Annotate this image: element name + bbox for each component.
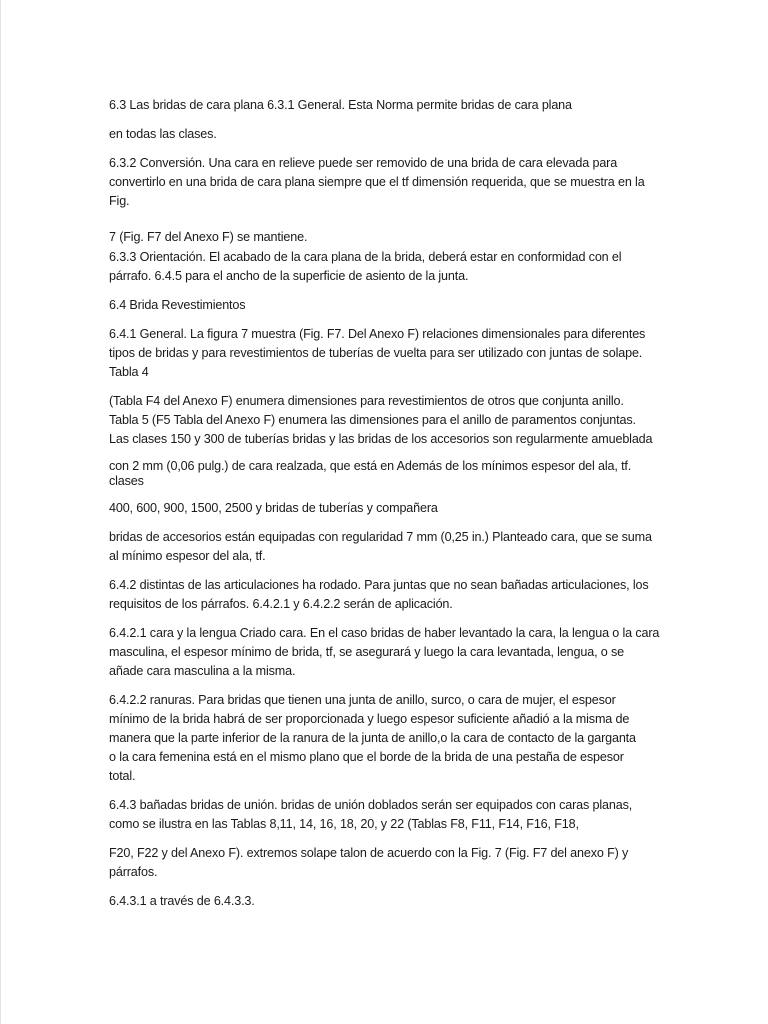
paragraph-6-3-3 (109, 248, 669, 286)
text-line: 6.4.2.1 cara y la lengua Criado cara. En el caso bridas de haber levantado la cara, la lengua o la cara (109, 626, 660, 640)
paragraph-fig-7 (109, 228, 669, 247)
text-line: como se ilustra en las Tablas 8,11, 14, 16, 18, 20, y 22 (Tablas F8, F11, F14, F16, F18, (109, 817, 579, 831)
text-line: convertirlo en una brida de cara plana siempre que el tf dimensión requerida, que se muestra en la (109, 175, 645, 189)
text-line: F20, F22 y del Anexo F). extremos solape talon de acuerdo con la Fig. 7 (Fig. F7 del anexo F) y (109, 846, 629, 860)
text-line: o la cara femenina está en el mismo plano que el borde de la brida de una pestaña de espesor (109, 750, 624, 764)
paragraph-clases (109, 499, 669, 518)
paragraph-6-4-3-1 (109, 892, 669, 911)
paragraph-bridas-accesorios (109, 528, 669, 566)
text-line: (Tabla F4 del Anexo F) enumera dimensiones para revestimientos de otros que conjunta anillo. (109, 394, 624, 408)
text-line: manera que la parte inferior de la ranura de la junta de anillo,o la cara de contacto de la garganta (109, 731, 636, 745)
text-line: párrafos. (109, 865, 158, 879)
text-line: 6.4.3.1 a través de 6.4.3.3. (109, 894, 255, 908)
text-line: Las clases 150 y 300 de tuberías bridas y las bridas de los accesorios son regularmente amueblada (109, 432, 653, 446)
text-line: 6.3 Las bridas de cara plana 6.3.1 General. Esta Norma permite bridas de cara plana (109, 98, 572, 112)
text-line: con 2 mm (0,06 pulg.) de cara realzada, que está en Además de los mínimos espesor del ala, tf. (109, 459, 632, 473)
text-line: 400, 600, 900, 1500, 2500 y bridas de tuberías y compañera (109, 501, 438, 515)
paragraph-6-3-1 (109, 96, 669, 115)
text-line: requisitos de los párrafos. 6.4.2.1 y 6.4.2.2 serán de aplicación. (109, 597, 453, 611)
text-line: en todas las clases. (109, 127, 217, 141)
text-line: clases (109, 474, 144, 488)
text-line: 6.4.2 distintas de las articulaciones ha rodado. Para juntas que no sean bañadas articulaciones, los (109, 578, 649, 592)
paragraph-cara-realzada (109, 459, 669, 489)
text-line: Fig. (109, 194, 130, 208)
text-line: Tabla 4 (109, 365, 149, 379)
text-line: masculina, el espesor mínimo de brida, tf, se asegurará y luego la cara levantada, lengua, o se (109, 645, 624, 659)
paragraph-6-4-2 (109, 576, 669, 614)
paragraph-f20-f22 (109, 844, 669, 882)
text-line: 6.3.2 Conversión. Una cara en relieve puede ser removido de una brida de cara elevada para (109, 156, 618, 170)
section-heading-6-4 (109, 296, 669, 315)
text-line: 7 (Fig. F7 del Anexo F) se mantiene. (109, 230, 308, 244)
text-line: Tabla 5 (F5 Tabla del Anexo F) enumera las dimensiones para el anillo de paramentos conjuntas. (109, 413, 636, 427)
paragraph-6-3-2 (109, 154, 669, 211)
text-line: mínimo de la brida habrá de ser proporcionada y luego espesor suficiente añadió a la misma de (109, 712, 630, 726)
paragraph-6-4-2-1 (109, 624, 669, 681)
paragraph-tabla-f4 (109, 392, 669, 449)
text-line: 6.4.3 bañadas bridas de unión. bridas de unión doblados serán ser equipados con caras planas, (109, 798, 633, 812)
paragraph-6-4-3 (109, 796, 669, 834)
text-line: 6.3.3 Orientación. El acabado de la cara plana de la brida, deberá estar en conformidad con el (109, 250, 622, 264)
text-line: 6.4 Brida Revestimientos (109, 298, 246, 312)
document-body (109, 96, 669, 921)
text-line: bridas de accesorios están equipadas con regularidad 7 mm (0,25 in.) Planteado cara, que se suma (109, 530, 652, 544)
text-line: 6.4.2.2 ranuras. Para bridas que tienen una junta de anillo, surco, o cara de mujer, el espesor (109, 693, 616, 707)
text-line: tipos de bridas y para revestimientos de tuberías de vuelta para ser utilizado con juntas de solape. (109, 346, 643, 360)
text-line: total. (109, 769, 136, 783)
text-line: 6.4.1 General. La figura 7 muestra (Fig. F7. Del Anexo F) relaciones dimensionales para diferentes (109, 327, 646, 341)
text-line: párrafo. 6.4.5 para el ancho de la superficie de asiento de la junta. (109, 269, 469, 283)
text-line: al mínimo espesor del ala, tf. (109, 549, 266, 563)
paragraph-6-4-1 (109, 325, 669, 382)
text-line: añade cara masculina a la misma. (109, 664, 296, 678)
paragraph-6-4-2-2 (109, 691, 669, 786)
paragraph-continuation (109, 125, 669, 144)
